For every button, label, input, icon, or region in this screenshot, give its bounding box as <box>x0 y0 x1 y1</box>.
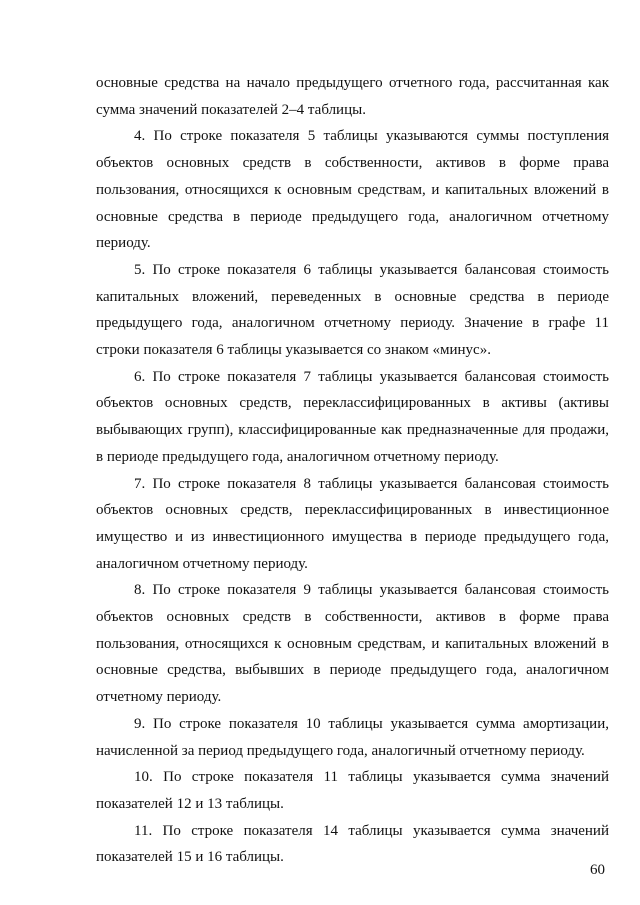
paragraph-item-11: 11. По строке показателя 14 таблицы указывается сумма значений показателей 15 и 16 таблицы. <box>96 822 609 866</box>
paragraph-item-4: 4. По строке показателя 5 таблицы указываются суммы поступления объектов основных средств в собственности, активов в форме права пользования, относящихся к основным средствам, и капитальных вложений в основные средства в периоде предыдущего года, аналогичном отчетному периоду. <box>96 128 609 252</box>
paragraph-item-8: 8. По строке показателя 9 таблицы указывается балансовая стоимость объектов основных средств в собственности, активов в форме права пользования, относящихся к основным средствам, и капитальных вложений в основные средства, выбывших в периоде предыдущего года, аналогичном отчетному периоду. <box>96 582 609 706</box>
paragraph-item-5: 5. По строке показателя 6 таблицы указывается балансовая стоимость капитальных вложений, переведенных в основные средства в периоде предыдущего года, аналогичном отчетному периоду. Значение в графе 11 строки показателя 6 таблицы указывается со знаком «минус». <box>96 261 609 359</box>
paragraph-item-9: 9. По строке показателя 10 таблицы указывается сумма амортизации, начисленной за период предыдущего года, аналогичный отчетному периоду. <box>96 715 609 759</box>
paragraph-continuation: основные средства на начало предыдущего отчетного года, рассчитанная как сумма значений показателей 2–4 таблицы. <box>96 75 609 118</box>
paragraph-item-10: 10. По строке показателя 11 таблицы указывается сумма значений показателей 12 и 13 таблицы. <box>96 769 609 812</box>
page-number: 60 <box>590 862 605 878</box>
paragraph-item-7: 7. По строке показателя 8 таблицы указывается балансовая стоимость объектов основных средств, переклассифицированных в инвестиционное имущество и из инвестиционного имущества в периоде предыдущего года, аналогичном отчетному периоду. <box>96 475 609 572</box>
body-text <box>96 70 609 871</box>
paragraph-item-6: 6. По строке показателя 7 таблицы указывается балансовая стоимость объектов основных средств, переклассифицированных в активы (активы выбывающих групп), классифицированные как предназначенные для продажи, в периоде предыдущего года, аналогичном отчетному периоду. <box>96 368 609 465</box>
